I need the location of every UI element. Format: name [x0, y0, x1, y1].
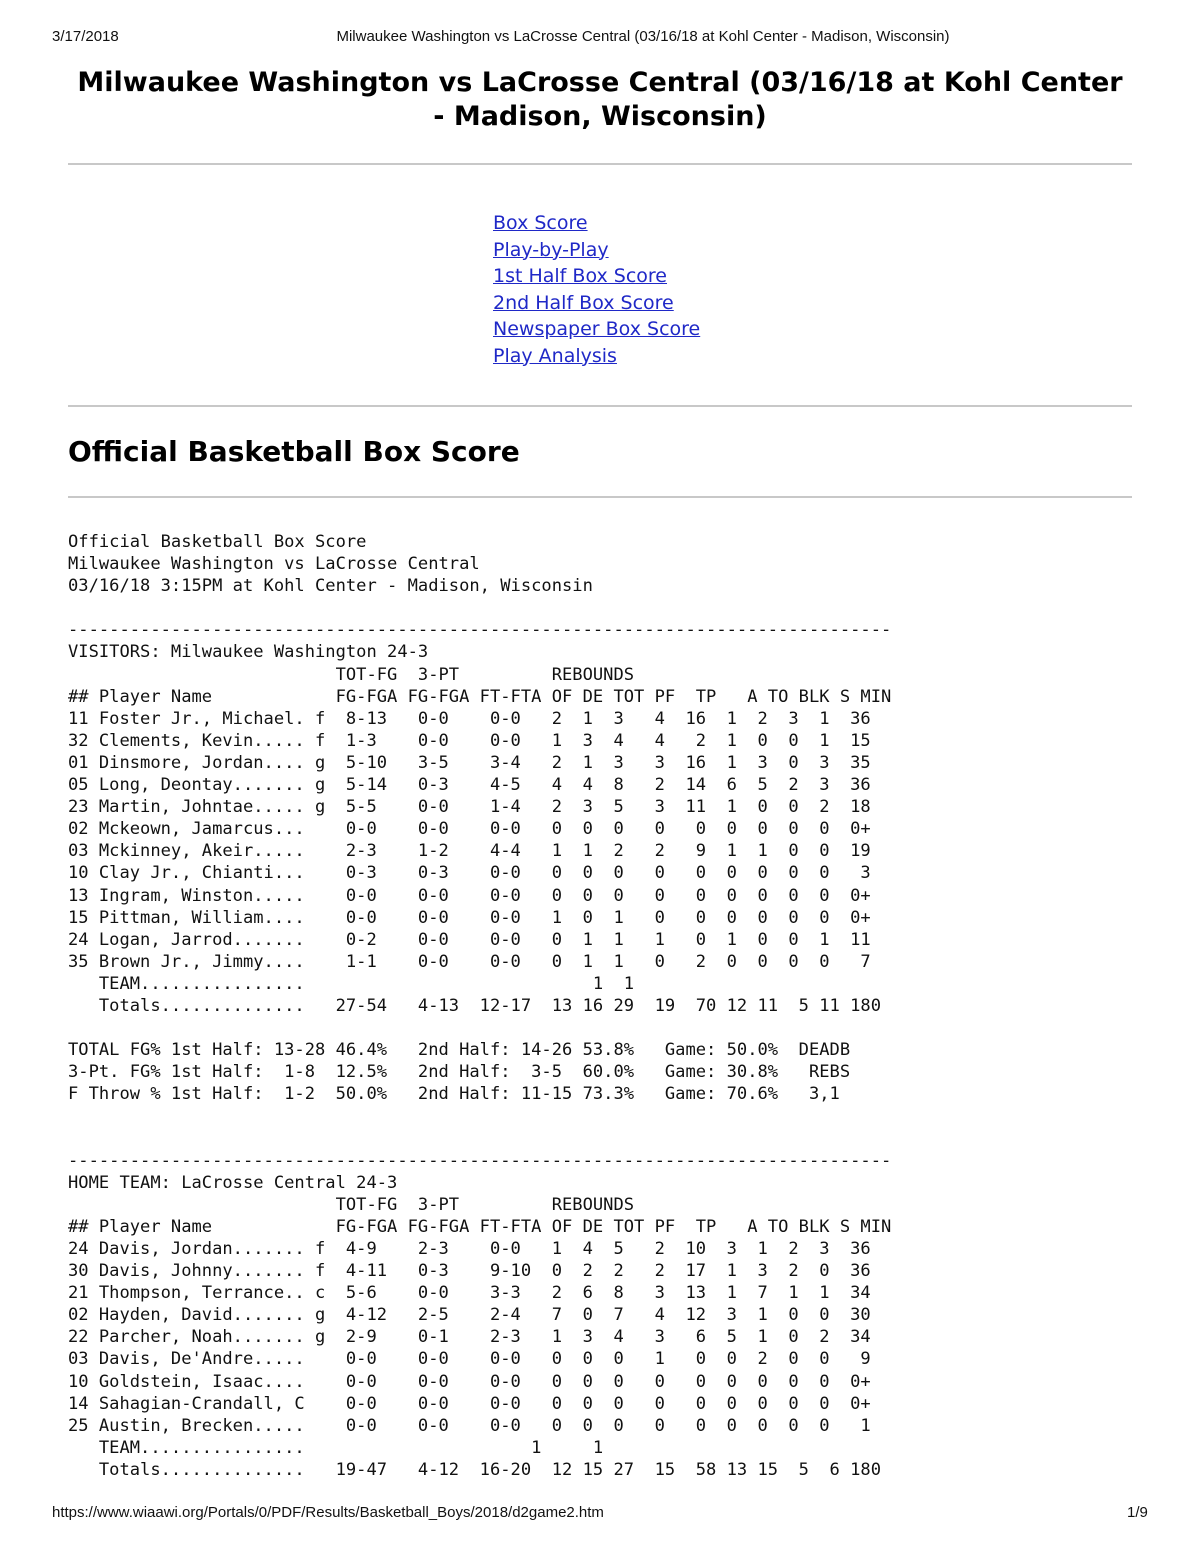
nav-link-newspaper-box-score[interactable]: Newspaper Box Score	[493, 318, 701, 340]
print-header-title: Milwaukee Washington vs LaCrosse Central (03/16/18 at Kohl Center - Madison, Wisconsin)	[336, 28, 950, 45]
box-score-line: 25 Austin, Brecken..... 0-0 0-0 0-0 0 0 0 0 0 0 0 0 0 1	[68, 1415, 871, 1436]
box-score-line: 21 Thompson, Terrance.. c 5-6 0-0 3-3 2 6 8 3 13 1 7 1 1 34	[68, 1283, 871, 1304]
divider-middle	[68, 405, 1132, 407]
print-page-number: 1/9	[1127, 1504, 1148, 1521]
box-score-line: 24 Logan, Jarrod....... 0-2 0-0 0-0 0 1 1 1 0 1 0 0 1 11	[68, 929, 871, 950]
box-score-line: 22 Parcher, Noah....... g 2-9 0-1 2-3 1 3 4 3 6 5 1 0 2 34	[68, 1327, 871, 1348]
box-score-line: 15 Pittman, William.... 0-0 0-0 0-0 1 0 1 0 0 0 0 0 0 0+	[68, 907, 871, 928]
box-score-line: 10 Clay Jr., Chianti... 0-3 0-3 0-0 0 0 0 0 0 0 0 0 0 3	[68, 863, 871, 884]
box-score-line: Totals.............. 27-54 4-13 12-17 13 16 29 19 70 12 11 5 11 180	[68, 995, 882, 1016]
box-score-line: 02 Mckeown, Jamarcus... 0-0 0-0 0-0 0 0 0 0 0 0 0 0 0 0+	[68, 819, 871, 840]
box-score-line: 32 Clements, Kevin..... f 1-3 0-0 0-0 1 3 4 4 2 1 0 0 1 15	[68, 730, 871, 751]
box-score-line: --------------------------------------------------------------------------------	[68, 620, 892, 641]
box-score-line: 11 Foster Jr., Michael. f 8-13 0-0 0-0 2 1 3 4 16 1 2 3 1 36	[68, 708, 871, 729]
box-score-line: 03 Mckinney, Akeir..... 2-3 1-2 4-4 1 1 2 2 9 1 1 0 0 19	[68, 841, 871, 862]
box-score-line: Milwaukee Washington vs LaCrosse Central	[68, 554, 480, 575]
print-date: 3/17/2018	[52, 28, 119, 45]
section-title: Official Basketball Box Score	[68, 435, 520, 468]
box-score-line: 14 Sahagian-Crandall, C 0-0 0-0 0-0 0 0 0 0 0 0 0 0 0 0+	[68, 1393, 871, 1414]
box-score-line: TEAM................ 1 1	[68, 1437, 604, 1458]
box-score-line: 01 Dinsmore, Jordan.... g 5-10 3-5 3-4 2 1 3 3 16 1 3 0 3 35	[68, 752, 871, 773]
box-score-line: 35 Brown Jr., Jimmy.... 1-1 0-0 0-0 0 1 1 0 2 0 0 0 0 7	[68, 951, 871, 972]
box-score-line: Official Basketball Box Score	[68, 532, 367, 552]
box-score-line: --------------------------------------------------------------------------------	[68, 1150, 892, 1171]
box-score-line: 13 Ingram, Winston..... 0-0 0-0 0-0 0 0 0 0 0 0 0 0 0 0+	[68, 885, 871, 906]
nav-link-play-by-play[interactable]: Play-by-Play	[493, 238, 609, 261]
box-score-line: TEAM................ 1 1	[68, 973, 635, 994]
nav-link-1st-half-box-score[interactable]: 1st Half Box Score	[493, 265, 667, 287]
nav-link-2nd-half-box-score[interactable]: 2nd Half Box Score	[493, 291, 674, 314]
nav-link-play-analysis[interactable]: Play Analysis	[493, 344, 617, 367]
box-score-line: Totals.............. 19-47 4-12 16-20 12 15 27 15 58 13 15 5 6 180	[68, 1459, 882, 1480]
box-score-line: 05 Long, Deontay....... g 5-14 0-3 4-5 4 4 8 2 14 6 5 2 3 36	[68, 775, 871, 796]
divider-top	[68, 163, 1132, 165]
box-score-line: VISITORS: Milwaukee Washington 24-3	[68, 642, 429, 663]
box-score-line: 03 Davis, De'Andre..... 0-0 0-0 0-0 0 0 0 1 0 0 2 0 0 9	[68, 1349, 871, 1370]
report-nav	[493, 210, 700, 369]
box-score-line	[68, 1105, 891, 1127]
box-score-line: TOT-FG 3-PT REBOUNDS	[68, 664, 635, 685]
box-score-line: TOTAL FG% 1st Half: 13-28 46.4% 2nd Half: 14-26 53.8% Game: 50.0% DEADB	[68, 1040, 851, 1061]
box-score-line	[68, 597, 891, 619]
box-score-text	[68, 531, 891, 1481]
box-score-line: 02 Hayden, David....... g 4-12 2-5 2-4 7 0 7 4 12 3 1 0 0 30	[68, 1305, 871, 1326]
nav-link-box-score[interactable]: Box Score	[493, 212, 588, 234]
box-score-line: 10 Goldstein, Isaac.... 0-0 0-0 0-0 0 0 0 0 0 0 0 0 0 0+	[68, 1371, 871, 1392]
box-score-line: 3-Pt. FG% 1st Half: 1-8 12.5% 2nd Half: 3-5 60.0% Game: 30.8% REBS	[68, 1062, 851, 1083]
print-footer-url: https://www.wiaawi.org/Portals/0/PDF/Results/Basketball_Boys/2018/d2game2.htm	[52, 1504, 604, 1521]
box-score-line	[68, 1128, 891, 1150]
box-score-line: TOT-FG 3-PT REBOUNDS	[68, 1194, 635, 1215]
divider-section	[68, 496, 1132, 498]
box-score-line: 03/16/18 3:15PM at Kohl Center - Madison, Wisconsin	[68, 576, 593, 597]
box-score-line: 23 Martin, Johntae..... g 5-5 0-0 1-4 2 3 5 3 11 1 0 0 2 18	[68, 797, 871, 818]
box-score-line: HOME TEAM: LaCrosse Central 24-3	[68, 1172, 398, 1193]
box-score-line: F Throw % 1st Half: 1-2 50.0% 2nd Half: 11-15 73.3% Game: 70.6% 3,1	[68, 1084, 840, 1105]
box-score-line: ## Player Name FG-FGA FG-FGA FT-FTA OF DE TOT PF TP A TO BLK S MIN	[68, 1216, 892, 1237]
box-score-line: 24 Davis, Jordan....... f 4-9 2-3 0-0 1 4 5 2 10 3 1 2 3 36	[68, 1239, 871, 1259]
page-title: Milwaukee Washington vs LaCrosse Central (03/16/18 at Kohl Center - Madison, Wisconsin)	[77, 67, 1123, 132]
box-score-line	[68, 1017, 891, 1039]
box-score-line: 30 Davis, Johnny....... f 4-11 0-3 9-10 0 2 2 2 17 1 3 2 0 36	[68, 1261, 871, 1282]
box-score-line: ## Player Name FG-FGA FG-FGA FT-FTA OF DE TOT PF TP A TO BLK S MIN	[68, 686, 892, 707]
